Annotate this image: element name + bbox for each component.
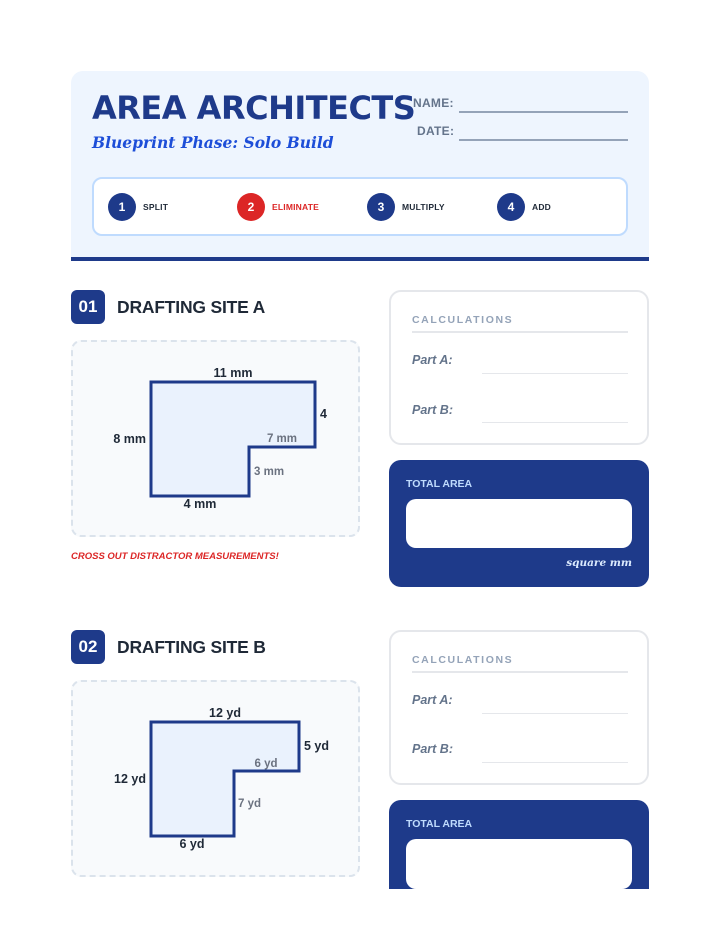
step-eliminate [237,193,319,221]
total-area-title: TOTAL AREA [406,818,473,830]
dim-left: 8 mm [113,432,146,446]
step-label: MULTIPLY [402,202,445,212]
total-area-card-a [389,460,649,587]
calculations-card-a [389,290,649,445]
dim-right: 4 [320,407,327,421]
calculations-divider [412,331,628,333]
part-b-answer-line[interactable] [482,762,628,763]
part-a-label: Part A: [412,693,453,707]
dim-right: 5 yd [304,739,330,753]
calculations-card-b [389,630,649,785]
dim-top: 12 yd [209,706,241,720]
total-area-input[interactable] [406,839,632,889]
l-shape-diagram-b [73,682,362,879]
dim-bottom: 6 yd [179,837,205,851]
section-number: 01 [71,290,105,324]
part-b-label: Part B: [412,742,453,756]
part-a-answer-line[interactable] [482,713,628,714]
total-area-title: TOTAL AREA [406,478,473,490]
name-label: NAME: [413,96,454,110]
section-title: DRAFTING SITE A [117,297,266,317]
drafting-area-b [71,680,360,877]
step-add [497,193,551,221]
l-shape-b [151,722,299,836]
date-label: DATE: [417,124,455,138]
step-number: 2 [237,193,265,221]
dim-left: 12 yd [114,772,146,786]
part-a-answer-line[interactable] [482,373,628,374]
worksheet-subtitle: Blueprint Phase: Solo Build [92,133,334,152]
dim-inner-horizontal: 6 yd [254,758,278,770]
calculations-divider [412,671,628,673]
step-label: ELIMINATE [272,202,319,212]
worksheet-title: AREA ARCHITECTS [92,89,416,127]
date-field[interactable] [459,139,628,141]
dim-inner-horizontal: 7 mm [266,433,298,445]
dim-bottom: 4 mm [183,497,217,511]
calculations-title: CALCULATIONS [412,654,514,666]
name-field[interactable] [459,111,628,113]
dim-top: 11 mm [213,366,253,380]
step-label: SPLIT [143,202,169,212]
header-divider [71,257,649,261]
part-b-label: Part B: [412,403,453,417]
step-label: ADD [532,202,552,212]
dim-inner-vertical: 7 yd [238,798,262,810]
step-number: 3 [367,193,395,221]
step-multiply [367,193,445,221]
step-number: 4 [497,193,525,221]
part-a-label: Part A: [412,353,453,367]
worksheet-header [71,71,649,260]
total-area-unit: square mm [566,557,632,569]
l-shape-diagram-a [73,342,362,539]
step-number: 1 [108,193,136,221]
distractor-warning: CROSS OUT DISTRACTOR MEASUREMENTS! [71,551,279,562]
dim-inner-vertical: 3 mm [254,466,285,478]
total-area-input[interactable] [406,499,632,548]
steps-bar [92,177,628,236]
total-area-card-b [389,800,649,889]
section-number: 02 [71,630,105,664]
calculations-title: CALCULATIONS [412,314,514,326]
section-title: DRAFTING SITE B [117,637,266,657]
step-split [108,193,168,221]
drafting-area-a [71,340,360,537]
part-b-answer-line[interactable] [482,422,628,423]
